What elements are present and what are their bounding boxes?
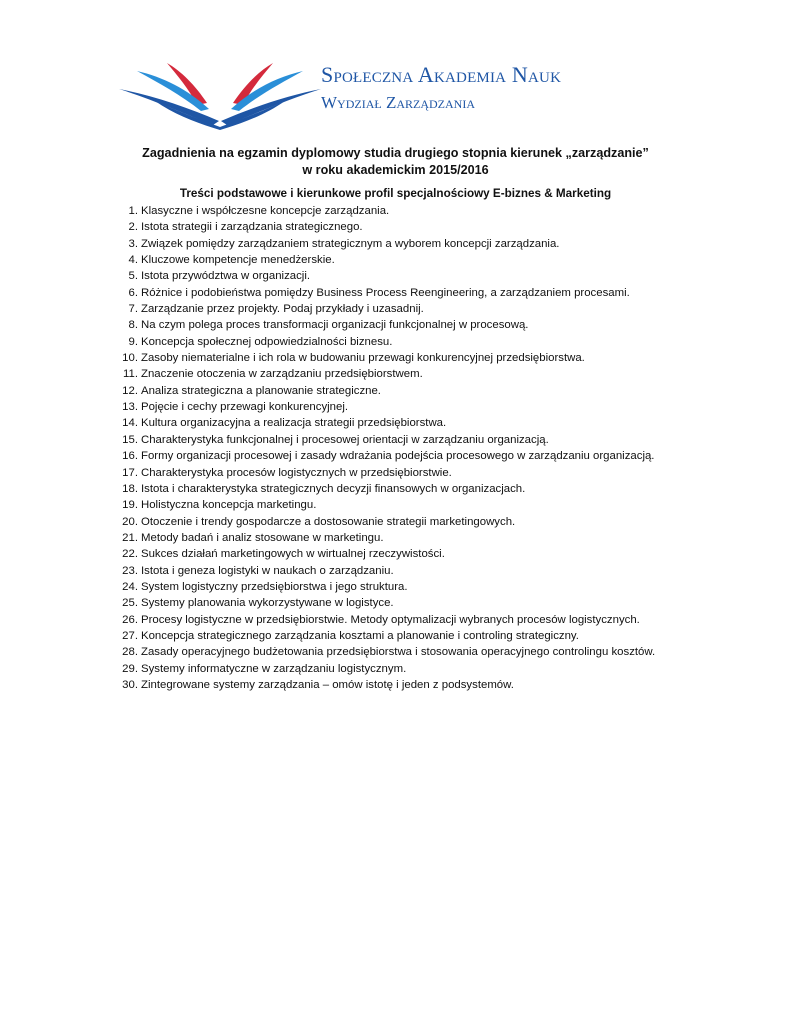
exam-topic-item [114, 514, 672, 530]
topic-number: 10. [122, 352, 138, 365]
topic-text: Istota strategii i zarządzania strategicznego. [141, 221, 363, 234]
topic-number: 29. [122, 662, 138, 675]
topic-text: Związek pomiędzy zarządzaniem strategicznym a wyborem koncepcji zarządzania. [141, 237, 560, 250]
faculty-name-initial-1: W [321, 93, 338, 112]
academy-name [321, 62, 561, 88]
exam-topic-item [114, 317, 672, 333]
topic-number: 18. [122, 482, 138, 495]
exam-topic-item [114, 203, 672, 219]
topic-number: 24. [122, 580, 138, 593]
exam-topic-item [114, 236, 672, 252]
exam-topic-item [114, 334, 672, 350]
exam-topic-item [114, 301, 672, 317]
topic-text: Różnice i podobieństwa pomiędzy Business Process Reengineering, a zarządzaniem procesami. [141, 286, 630, 299]
topic-number: 8. [128, 319, 138, 332]
topic-number: 3. [128, 237, 138, 250]
topic-text: Pojęcie i cechy przewagi konkurencyjnej. [141, 401, 349, 414]
topic-text: Procesy logistyczne w przedsiębiorstwie. Metody optymalizacji wybranych procesów logistycznych. [141, 613, 640, 626]
topic-text: Kultura organizacyjna a realizacja strategii przedsiębiorstwa. [141, 417, 447, 430]
academy-name-word-1: połeczna [333, 62, 414, 87]
topic-text: Znaczenie otoczenia w zarządzaniu przedsiębiorstwem. [141, 368, 423, 381]
academy-name-word-3: auk [528, 62, 562, 87]
topic-text: Kluczowe kompetencje menedżerskie. [141, 254, 335, 267]
topic-number: 22. [122, 548, 138, 561]
topic-number: 12. [122, 384, 138, 397]
topic-text: Istota i geneza logistyki w naukach o zarządzaniu. [141, 564, 394, 577]
exam-topic-item [114, 285, 672, 301]
exam-topic-item [114, 612, 672, 628]
topic-text: Zarządzanie przez projekty. Podaj przykłady i uzasadnij. [141, 303, 424, 316]
topic-number: 11. [123, 368, 138, 381]
exam-topic-item [114, 497, 672, 513]
topic-number: 1. [128, 205, 138, 217]
topic-text: Charakterystyka funkcjonalnej i procesowej orientacji w zarządzaniu organizacją. [141, 433, 549, 446]
topic-text: Otoczenie i trendy gospodarcze a dostosowanie strategii marketingowych. [141, 515, 516, 528]
academy-name-initial-1: S [321, 62, 334, 87]
document-title-line-2: w roku akademickim 2015/2016 [302, 163, 489, 177]
topic-number: 30. [122, 678, 138, 691]
exam-topic-item [114, 383, 672, 399]
topic-text: Klasyczne i współczesne koncepcje zarządzania. [141, 205, 390, 217]
faculty-name [321, 93, 561, 113]
exam-topic-item [114, 563, 672, 579]
document-title-line-1: Zagadnienia na egzamin dyplomowy studia drugiego stopnia kierunek „zarządzanie” [142, 146, 649, 160]
letterhead [112, 52, 672, 132]
exam-topic-item [114, 481, 672, 497]
topic-text: System logistyczny przedsiębiorstwa i jego struktura. [141, 580, 408, 593]
exam-topic-item [114, 465, 672, 481]
topic-number: 7. [128, 303, 138, 316]
topic-text: Istota i charakterystyka strategicznych decyzji finansowych w organizacjach. [141, 482, 526, 495]
topic-number: 6. [128, 286, 138, 299]
topic-number: 15. [122, 433, 138, 446]
exam-topic-item [114, 628, 672, 644]
exam-topic-item [114, 219, 672, 235]
topic-text: Koncepcja strategicznego zarządzania kosztami a planowanie i controling strategiczny. [141, 629, 579, 642]
exam-topic-item [114, 252, 672, 268]
topic-text: Systemy planowania wykorzystywane w logistyce. [141, 597, 394, 610]
topic-number: 16. [122, 450, 138, 463]
exam-topic-item [114, 432, 672, 448]
topic-number: 20. [122, 515, 138, 528]
topic-text: Systemy informatyczne w zarządzaniu logistycznym. [141, 662, 407, 675]
topic-text: Metody badań i analiz stosowane w marketingu. [141, 531, 384, 544]
faculty-name-word-1: ydział [337, 93, 382, 112]
exam-topic-item [114, 530, 672, 546]
exam-topic-item [114, 661, 672, 677]
topic-number: 21. [122, 531, 138, 544]
topic-text: Formy organizacji procesowej i zasady wdrażania podejścia procesowego w zarządzaniu organizacją. [141, 450, 655, 463]
topic-text: Analiza strategiczna a planowanie strategiczne. [141, 384, 381, 397]
topic-text: Charakterystyka procesów logistycznych w przedsiębiorstwie. [141, 466, 452, 479]
topic-text: Zasady operacyjnego budżetowania przedsiębiorstwa i stosowania operacyjnego controlingu kosztów. [141, 646, 656, 659]
topic-text: Zintegrowane systemy zarządzania – omów istotę i jeden z podsystemów. [141, 678, 514, 691]
topic-number: 4. [128, 254, 138, 267]
exam-topic-item [114, 677, 672, 693]
faculty-name-word-2: arządzania [396, 93, 475, 112]
topic-text: Koncepcja społecznej odpowiedzialności biznesu. [141, 335, 393, 348]
exam-topics-list [114, 203, 672, 693]
exam-topic-item [114, 579, 672, 595]
topic-number: 5. [128, 270, 138, 283]
exam-topic-item [114, 644, 672, 660]
topic-number: 26. [122, 613, 138, 626]
academy-name-initial-3: N [511, 62, 528, 87]
topic-text: Na czym polega proces transformacji organizacji funkcjonalnej w procesową. [141, 319, 529, 332]
topic-text: Istota przywództwa w organizacji. [141, 270, 311, 283]
exam-topic-item [114, 366, 672, 382]
open-book-logo [115, 55, 325, 130]
academy-name-initial-2: A [417, 62, 434, 87]
topic-number: 23. [122, 564, 138, 577]
topic-number: 9. [128, 335, 138, 348]
topic-number: 25. [122, 597, 138, 610]
academy-name-word-2: kademia [433, 62, 507, 87]
topic-number: 13. [122, 401, 138, 414]
section-subtitle: Treści podstawowe i kierunkowe profil specjalnościowy E-biznes & Marketing [179, 187, 612, 200]
exam-topic-item [114, 546, 672, 562]
topic-text: Holistyczna koncepcja marketingu. [141, 499, 317, 512]
topic-number: 28. [122, 646, 138, 659]
exam-topic-item [114, 399, 672, 415]
topic-number: 14. [122, 417, 138, 430]
faculty-name-initial-2: Z [385, 93, 397, 112]
topic-number: 19. [122, 499, 138, 512]
topic-number: 2. [128, 221, 138, 234]
topic-text: Sukces działań marketingowych w wirtualnej rzeczywistości. [141, 548, 445, 561]
topic-number: 17. [122, 466, 138, 479]
exam-topic-item [114, 415, 672, 431]
exam-topic-item [114, 350, 672, 366]
exam-topic-item [114, 268, 672, 284]
exam-topic-item [114, 595, 672, 611]
topic-text: Zasoby niematerialne i ich rola w budowaniu przewagi konkurencyjnej przedsiębiorstwa. [141, 352, 585, 365]
brand-block [321, 62, 561, 113]
topic-number: 27. [122, 629, 138, 642]
exam-topic-item [114, 448, 672, 464]
